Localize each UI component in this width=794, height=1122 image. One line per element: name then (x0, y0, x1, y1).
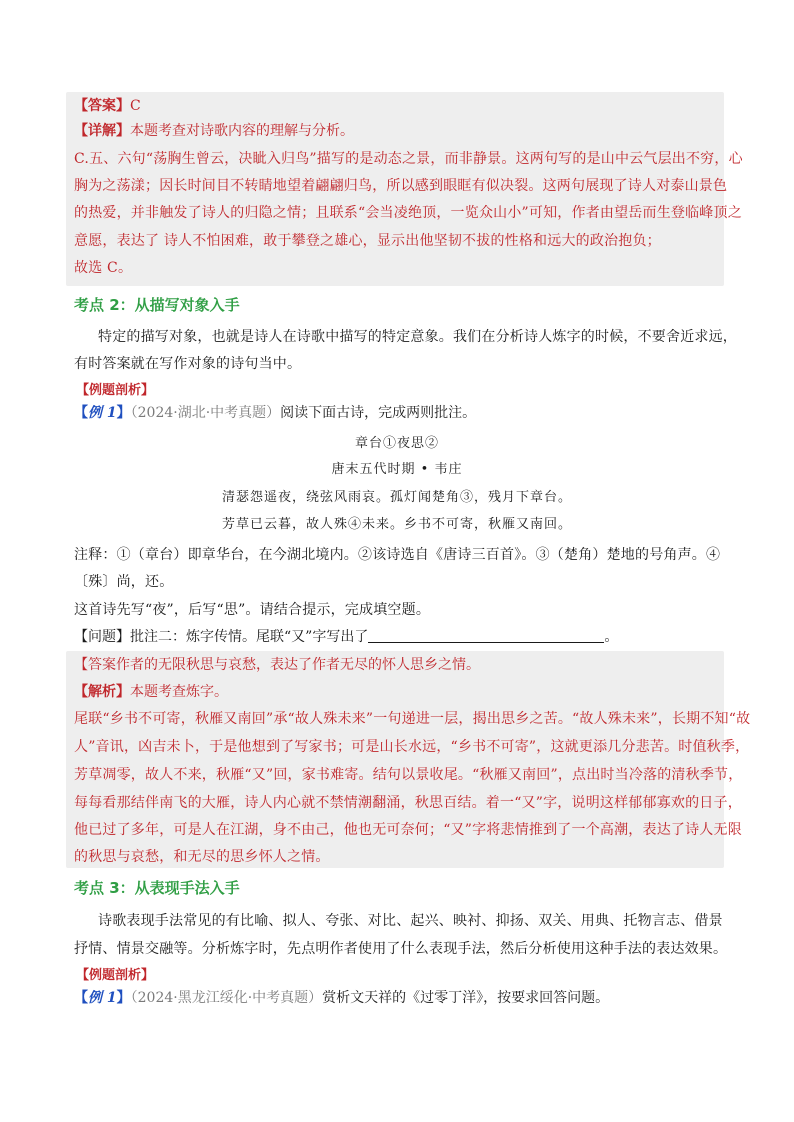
analysis-body-line: 的秋思与哀愁，和无尽的思乡怀人之情。 (74, 849, 330, 865)
detail-body-line: 故选 C。 (74, 260, 133, 276)
analysis-line (74, 682, 228, 702)
analysis-body-line: 他已过了多年，可是人在江湖，身不由己，他也无可奈何；“又”字将悲情推到了一个高潮，表达了诗人无限 (74, 822, 742, 838)
question-text: 【问题】批注二：炼字传情。尾联“又”字写出了 (74, 629, 369, 645)
answer-value: C (130, 98, 141, 114)
example-number: 例 1 (88, 405, 117, 421)
example-bracket-close: 】 (116, 405, 131, 421)
detail-bracket: 【详解】 (74, 123, 130, 139)
section-paragraph-line: 特定的描写对象，也就是诗人在诗歌中描写的特定意象。我们在分析诗人炼字的时候，不要舍近求远， (98, 329, 737, 345)
notes-line: 〔殊〕尚，还。 (74, 574, 174, 590)
poem-line: 清瑟怨遥夜，绕弦风雨哀。孤灯闻楚角③，残月下章台。 (221, 490, 572, 505)
example-analysis-label: 【例题剖析】 (76, 968, 155, 983)
poem-line: 芳草已云暮，故人殊④未来。乡书不可寄，秋雁又南回。 (221, 517, 572, 532)
analysis-body-line: 尾联“乡书不可寄，秋雁又南回”承“故人殊未来”一句递进一层，揭出思乡之苦。“故人殊未来”，长期不知“故 (74, 711, 751, 727)
detail-body-line: 意愿，表达了 诗人不怕困难，敢于攀登之雄心，显示出他坚韧不拔的性格和远大的政治抱负； (74, 233, 661, 249)
example-bracket-close: 】 (116, 990, 131, 1006)
analysis-body-line: 人”音讯，凶吉未卜，于是他想到了写家书；可是山长水远，“乡书不可寄”，这就更添几分悲苦。时值秋季， (74, 739, 750, 755)
example-analysis-label: 【例题剖析】 (76, 383, 155, 398)
poem-title: 章台①夜思② (354, 436, 439, 451)
notes-line: 注释：①（章台）即章华台，在今湖北境内。②该诗选自《唐诗三百首》。③（楚角）楚地的号角声。④ (74, 547, 721, 563)
example-text: 赏析文天祥的《过零丁洋》，按要求回答问题。 (322, 990, 610, 1006)
example-number: 例 1 (88, 990, 117, 1006)
analysis-body-line: 每每看那结伴南飞的大雁，诗人内心就不禁情潮翻涌，秋思百结。着一“又”字，说明这样郁郁寡欢的日子， (74, 795, 742, 811)
section-heading: 考点 2：从描写对象入手 (74, 296, 240, 314)
poem-author: 唐末五代时期 • 韦庄 (331, 462, 463, 477)
notes-line: 这首诗先写“夜”，后写“思”。请结合提示，完成填空题。 (74, 602, 431, 618)
detail-line (74, 121, 354, 141)
question-line (74, 627, 618, 647)
section-paragraph-line: 诗歌表现手法常见的有比喻、拟人、夸张、对比、起兴、映衬、抑扬、双关、用典、托物言志、借景 (98, 913, 723, 929)
section-paragraph-line: 抒情、情景交融等。分析炼字时，先点明作者使用了什么表现手法，然后分析使用这种手法的表达效果。 (74, 941, 728, 957)
detail-body-line: C.五、六句“荡胸生曾云，决眦入归鸟”描写的是动态之景，而非静景。这两句写的是山中云气层出不穷，心 (74, 151, 743, 167)
answer-blank[interactable] (368, 628, 604, 643)
detail-text: 本题考查对诗歌内容的理解与分析。 (130, 123, 354, 139)
answer-line (74, 96, 141, 116)
analysis-body-line: 芳草凋零，故人不来，秋雁“又”回，家书难寄。结句以景收尾。“秋雁又南回”，点出时当冷落的清秋季节， (74, 767, 743, 783)
detail-body-line: 的热爱，并非触发了诗人的归隐之情；且联系“会当凌绝顶，一览众山小”可知，作者由望岳而生登临峰顶之 (74, 205, 742, 221)
example-bracket-open: 【 (74, 990, 88, 1006)
example-text: 阅读下面古诗，完成两则批注。 (280, 405, 477, 421)
section-heading: 考点 3：从表现手法入手 (74, 879, 240, 897)
example-source: （2024·湖北·中考真题） (130, 405, 281, 421)
analysis-text: 本题考查炼字。 (130, 684, 228, 700)
detail-body-line: 胸为之荡漾；因长时间目不转睛地望着翩翩归鸟，所以感到眼眶有似决裂。这两句展现了诗人对泰山景色 (74, 178, 728, 194)
example-line (74, 988, 609, 1008)
section-paragraph-line: 有时答案就在写作对象的诗句当中。 (74, 356, 302, 372)
question-suffix: 。 (604, 629, 619, 645)
example-bracket-open: 【 (74, 405, 88, 421)
answer-bracket: 【答案】 (74, 98, 130, 114)
example-line (74, 403, 476, 423)
analysis-bracket: 【解析】 (74, 684, 130, 700)
example-source: （2024·黑龙江绥化·中考真题） (130, 990, 323, 1006)
answer-line: 【答案作者的无限秋思与哀愁，表达了作者无尽的怀人思乡之情。 (74, 657, 480, 673)
